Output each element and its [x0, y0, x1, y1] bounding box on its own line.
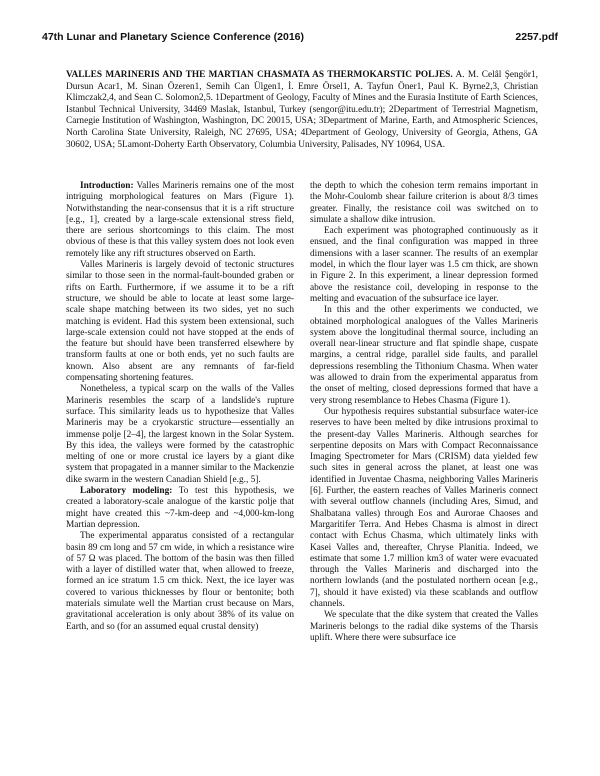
- analogue-paragraph: In this and the other experiments we conducted, we obtained morphological analogues of the Valles Marineris system above the longitudinal thermal source, including an overall near-linear structure and flat spindle shape, cuspate margins, a central ridge, parallel side faults, and parallel depressions resembling the Tithonium Chasma. When water was allowed to drain from the experimental apparatus from the onset of melting, closed depressions formed that have a very strong resemblance to Hebes Chasma (Figure 1).: [310, 305, 538, 406]
- left-column: [66, 181, 294, 633]
- lab-paragraph-2: The experimental apparatus consisted of a rectangular basin 89 cm long and 57 cm wide, in which a resistance wire of 57 Ω was placed. The bottom of the basin was then filled with a layer of distilled water that, when allowed to freeze, formed an ice stratum 1.5 cm thick. Next, the ice layer was covered to various thicknesses by flour or bentonite; both materials simulate well the Martian crust because on Mars, gravitational acceleration is only about 38% of its value on Earth, and so (for an assumed equal crustal density): [66, 531, 294, 632]
- continued-paragraph: the depth to which the cohesion term remains important in the Mohr-Coulomb shear failure criterion is about 8/3 times greater. Finally, the resistance coil was switched on to simulate a shallow dike intrusion.: [310, 181, 538, 225]
- lab-text-1: To test this hypothesis, we created a laboratory-scale analogue of the karstic polje that might have created this ~7-km-deep and ~4,000-km-long Martian depression.: [66, 486, 294, 530]
- title-block: [66, 70, 538, 151]
- introduction-text-1: Valles Marineris remains one of the most intriguing morphological features on Mars (Figure 1). Notwithstanding the near-consensus that it is a rift structure [e.g., 1], created by a large-scale extensional stress field, there are serious shortcomings to this claim. The most obvious of these is that this valley system does not look even remotely like any rift structures observed on Earth.: [66, 181, 294, 259]
- introduction-paragraph-3: Nonetheless, a typical scarp on the walls of the Valles Marineris resembles the scarp of a landslide's rupture surface. This similarity leads us to hypothesize that Valles Marineris may be a cryokarstic structure—essentially an immense polje [2–4], the largest known in the Solar System. By this idea, the valleys were formed by the catastrophic melting of one or more crustal ice layers by a giant dike system that propagated in a manner similar to the Mackenzie dike swarm in the western Canadian Shield [e.g., 5].: [66, 384, 294, 485]
- experiment-paragraph: Each experiment was photographed continuously as it ensued, and the final configuration was mapped in three dimensions with a laser scanner. The results of an exemplar model, in which the flour layer was 1.5 cm thick, are shown in Figure 2. In this experiment, a linear depression formed above the resistance coil, developing in response to the melting and evacuation of the subsurface ice layer.: [310, 226, 538, 304]
- introduction-heading: Introduction:: [80, 181, 134, 191]
- hypothesis-paragraph: Our hypothesis requires substantial subsurface water-ice reserves to have been melted by dike intrusions proximal to the present-day Valles Marineris. Although searches for serpentine deposits on Mars with Compact Reconnaissance Imaging Spectrometer for Mars (CRISM) data yielded few such sites in general across the planet, at least one was identified in Juventae Chasma, neighboring Valles Marineris [6]. Further, the eastern reaches of Valles Marineris connect with several outflow channels (including Ares, Simud, and Shalbatana valles) through Eos and Aurorae Chaoses and Margaritifer Terra. And Hebes Chasma is almost in direct contact with Echus Chasma, which ultimately links with Kasei Valles and, thereafter, Chryse Planitia. Indeed, we estimate that some 1.7 million km3 of water were evacuated through the Valles Marineris and discharged into the northern lowlands (and the postulated northern ocean [e.g., 7], should it have existed) via these scablands and outflow channels.: [310, 406, 538, 609]
- introduction-paragraph-2: Valles Marineris is largely devoid of tectonic structures similar to those seen in the normal-fault-bounded graben or rifts on Earth. Furthermore, if we assume it to be a rift structure, we should be able to locate at least some large-scale shape matching between its two sides, yet no such matching is evident. Had this system been extensional, such large-scale extension could not have stopped at the ends of the feature but should have been transferred elsewhere by transform faults at one or both ends, yet no such faults are known. Also absent are any remnants of far-field compensating shortening features.: [66, 260, 294, 384]
- right-column: [310, 181, 538, 644]
- speculation-paragraph: We speculate that the dike system that created the Valles Marineris belongs to the radial dike systems of the Tharsis uplift. Where there were subsurface ice: [310, 610, 538, 643]
- paper-title: VALLES MARINERIS AND THE MARTIAN CHASMATA AS THERMOKARSTIC POLJES.: [66, 70, 453, 80]
- lab-paragraph-1: [66, 486, 294, 531]
- author-affiliations: A. M. Celâl Şengör1, Dursun Acar1, M. Sinan Özeren1, Semih Can Ülgen1, İ. Emre Örsel1, A. Tayfun Öner1, Paul K. Byrne2,3, Christian Klimczak2,4, and Sean C. Solomon2,5. 1Department of Geology, Faculty of Mines and the Eurasia Institute of Earth Sciences, Istanbul Technical University, 34469 Maslak, Istanbul, Turkey (sengor@itu.edu.tr); 2Department of Terrestrial Magnetism, Carnegie Institution of Washington, Washington, DC 20015, USA; 3Department of Marine, Earth, and Atmospheric Sciences, North Carolina State University, Raleigh, NC 27695, USA; 4Department of Geology, University of Georgia, Athens, GA 30602, USA; 5Lamont-Doherty Earth Observatory, Columbia University, Palisades, NY 10964, USA.: [66, 70, 539, 150]
- introduction-paragraph-1: [66, 181, 294, 260]
- page-header-left: 47th Lunar and Planetary Science Conference (2016): [42, 31, 305, 43]
- page-header-right: 2257.pdf: [515, 31, 558, 43]
- lab-heading: Laboratory modeling:: [80, 486, 173, 497]
